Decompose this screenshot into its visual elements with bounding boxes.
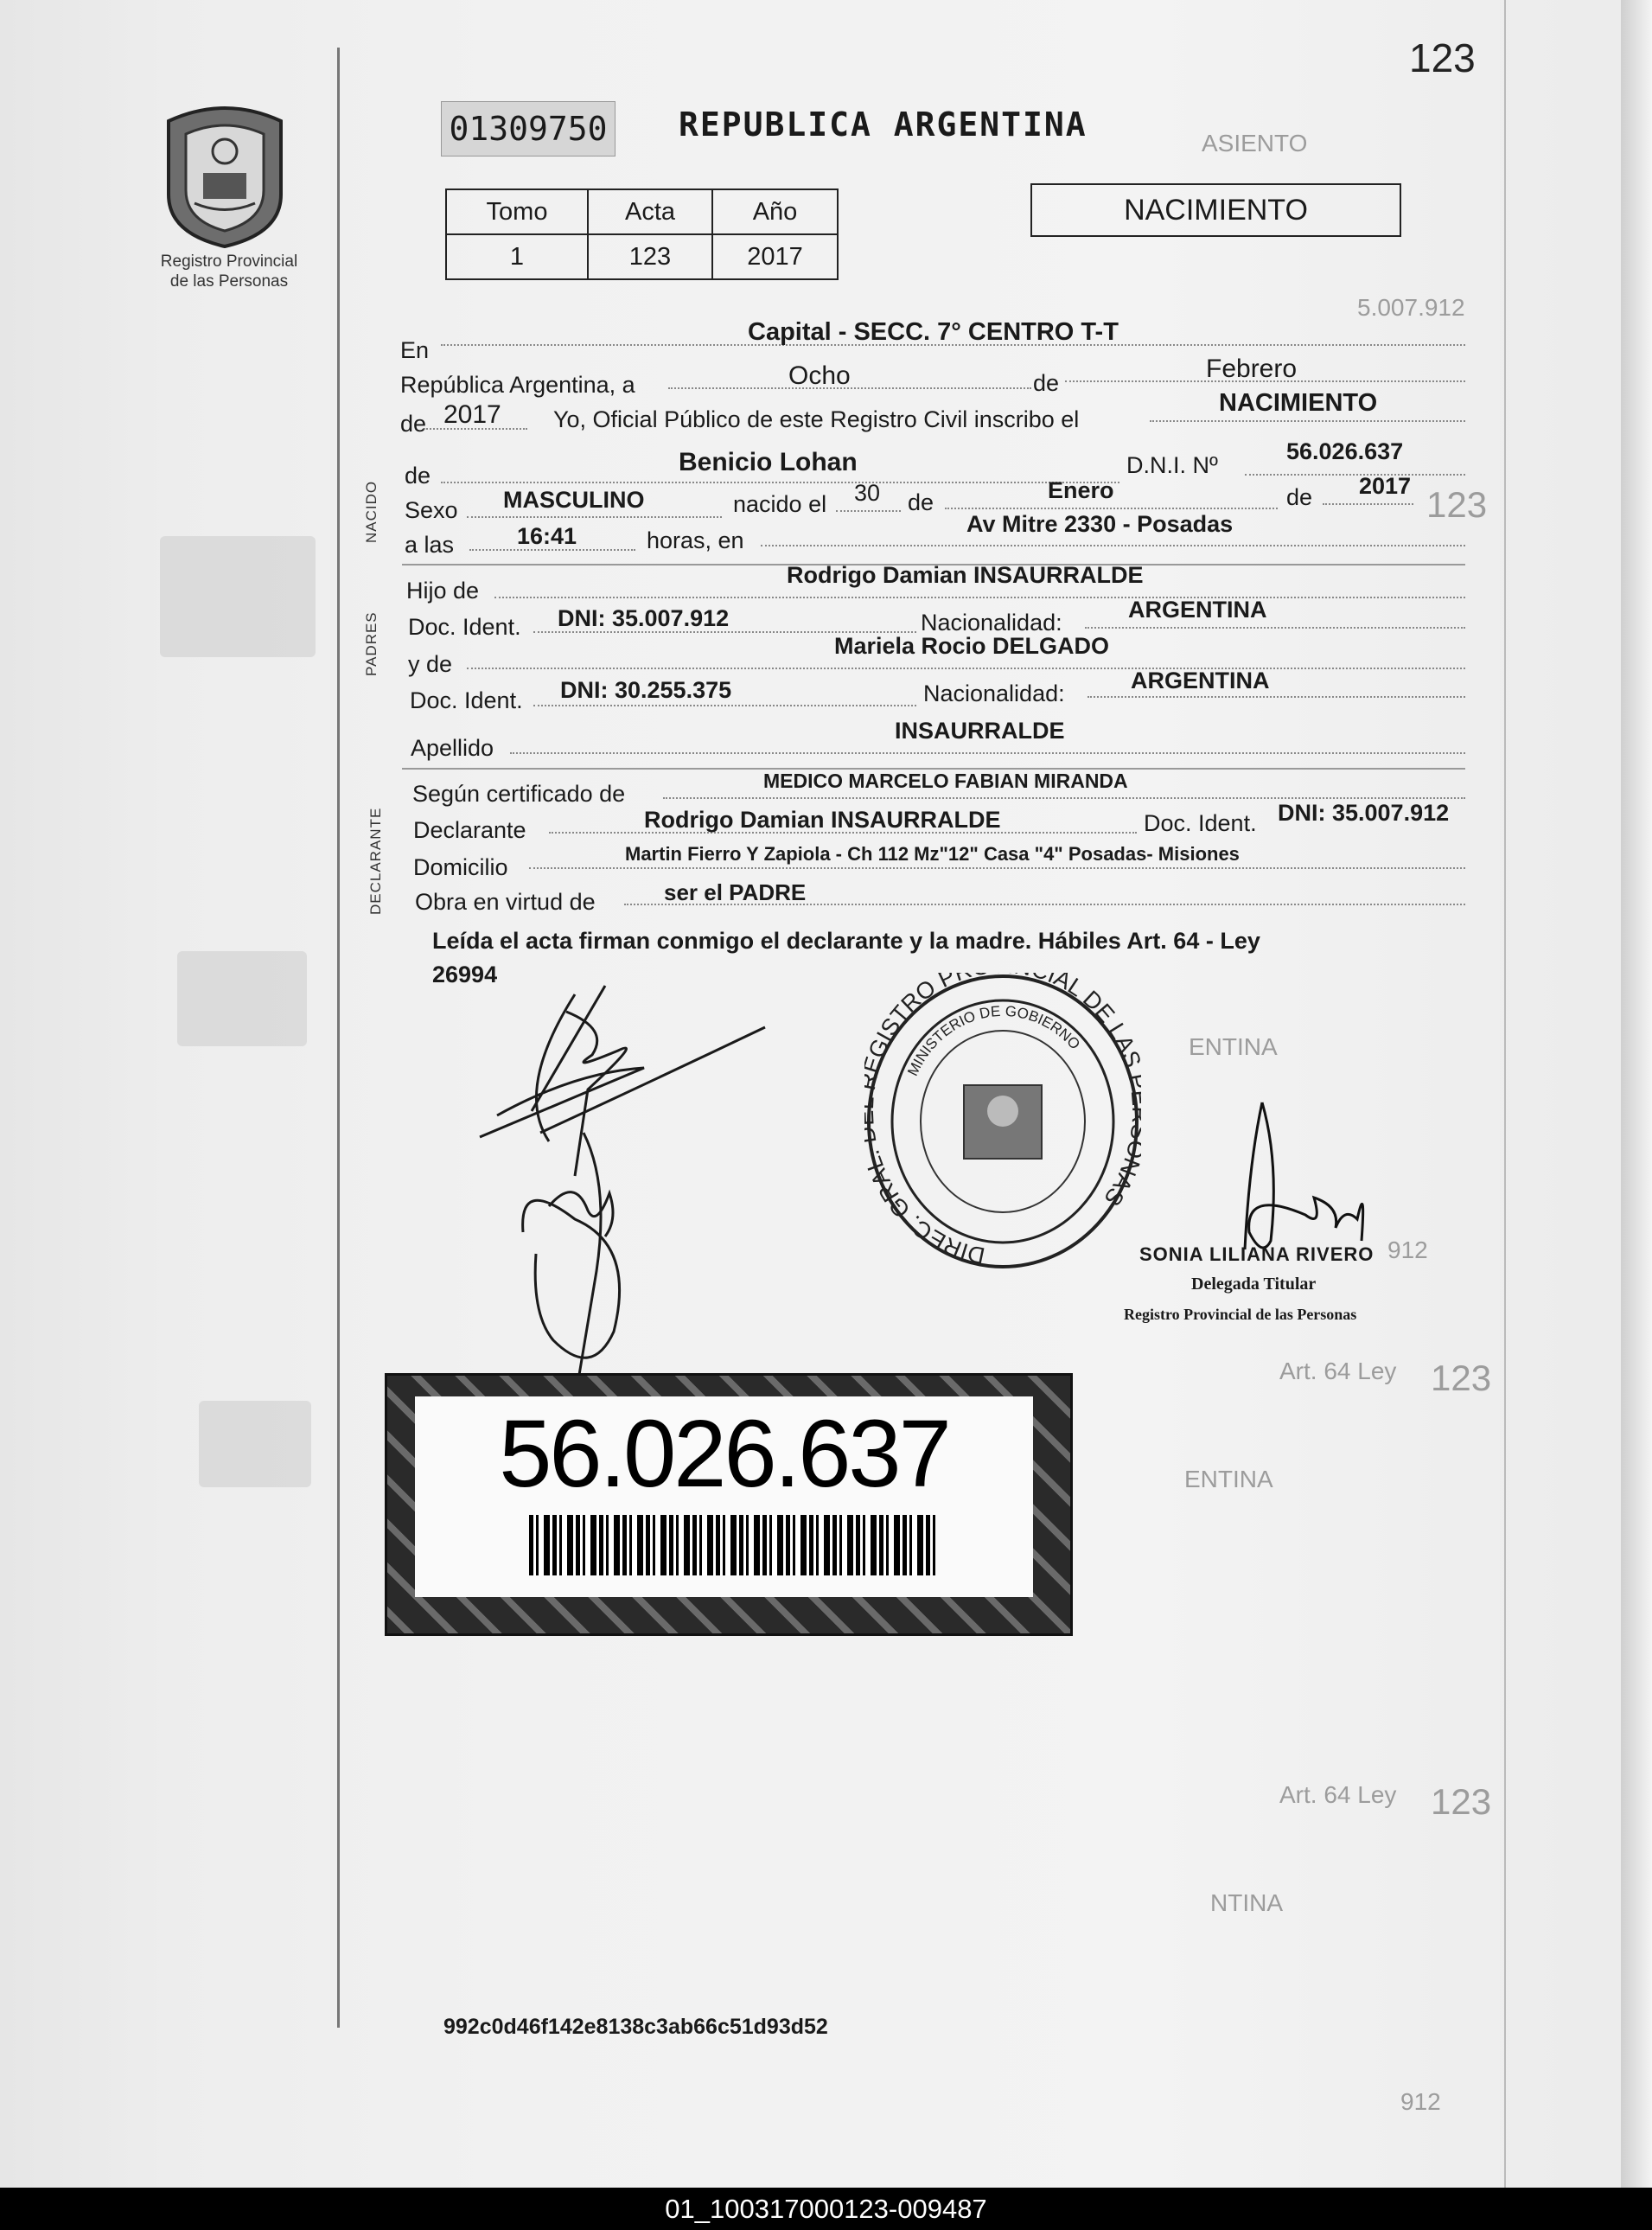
footer-document-id: 01_100317000123-009487	[0, 2188, 1652, 2230]
mother-doc-value: DNI: 30.255.375	[560, 677, 732, 703]
record-type-box: NACIMIENTO	[1030, 183, 1401, 237]
closing-text-line2: 26994	[432, 962, 498, 987]
bleed-through-mark	[177, 951, 307, 1046]
barcode	[529, 1515, 935, 1575]
sticker-number: 56.026.637	[499, 1401, 949, 1507]
bleed-through-seal	[160, 536, 316, 657]
birth-month-value: Enero	[1048, 477, 1114, 503]
bleed-through-text: 912	[1400, 2088, 1441, 2115]
nacido-el-label: nacido el	[733, 491, 827, 517]
table-header-tomo: Tomo	[446, 189, 588, 234]
form-line	[467, 516, 722, 518]
form-line	[529, 867, 1465, 869]
page-number: 123	[1409, 35, 1476, 80]
doc-ident-label-3: Doc. Ident.	[1144, 810, 1257, 836]
form-line	[494, 597, 1465, 598]
form-line	[663, 797, 1465, 799]
certificado-label: Según certificado de	[412, 781, 626, 807]
table-value-acta: 123	[588, 234, 712, 279]
bleed-through-text: Art. 64 Ley	[1279, 1781, 1397, 1808]
form-line	[761, 545, 1465, 546]
nacionalidad-label: Nacionalidad:	[921, 610, 1062, 636]
record-table-header-row	[446, 189, 838, 234]
declarante-value: Rodrigo Damian INSAURRALDE	[644, 807, 1001, 833]
a-las-label: a las	[405, 532, 455, 558]
form-line	[1085, 627, 1465, 629]
birth-year-value: 2017	[1359, 473, 1412, 499]
en-label: En	[400, 337, 430, 363]
apellido-value: INSAURRALDE	[895, 718, 1065, 744]
dni-label: D.N.I. Nº	[1126, 452, 1218, 478]
form-line	[1088, 696, 1465, 698]
table-header-ano: Año	[712, 189, 838, 234]
page-edge-shadow	[1621, 0, 1652, 2188]
left-margin-line	[337, 48, 340, 2028]
inscribo-value: NACIMIENTO	[1219, 389, 1378, 417]
bleed-through-text: ENTINA	[1189, 1033, 1278, 1060]
record-table-value-row	[446, 234, 838, 279]
doc-ident-label: Doc. Ident.	[408, 614, 521, 640]
country-heading: REPUBLICA ARGENTINA	[679, 105, 1088, 144]
padres-section-label: PADRES	[363, 611, 380, 676]
bleed-through-text: 123	[1431, 1781, 1492, 1822]
registry-stamp	[864, 973, 1141, 1271]
table-value-ano: 2017	[712, 234, 838, 279]
logo-caption	[130, 252, 328, 291]
stamp-ring-text: DIREC. GRA GISTRO P IAL DE LA AS	[864, 973, 1140, 1269]
official-title: Delegada Titular	[1191, 1275, 1317, 1294]
en-value: Capital - SECC. 7° CENTRO T-T	[748, 318, 1119, 346]
official-name: SONIA LILIANA RIVERO	[1139, 1243, 1375, 1265]
de-label-4: de	[1286, 484, 1313, 510]
record-table	[445, 188, 839, 280]
horas-label: horas, en	[647, 527, 744, 553]
de-label-3: de	[908, 489, 934, 515]
year-value: 2017	[443, 400, 501, 429]
logo-caption-line2: de las Personas	[169, 272, 289, 291]
de-name-label: de	[405, 463, 431, 489]
form-line	[1245, 474, 1465, 476]
table-header-acta: Acta	[588, 189, 712, 234]
province-crest-logo	[151, 99, 298, 251]
doc-ident-label-2: Doc. Ident.	[410, 687, 523, 713]
oficial-text: Yo, Oficial Público de este Registro Civil inscribo el	[553, 406, 1080, 432]
form-line	[533, 705, 916, 706]
hijo-label: Hijo de	[406, 578, 480, 604]
sexo-label: Sexo	[405, 497, 458, 523]
declarant-signatures	[437, 960, 782, 1392]
bleed-through-text: 123	[1431, 1358, 1492, 1398]
form-line	[945, 508, 1278, 509]
form-line	[510, 752, 1465, 754]
bleed-through-text: 912	[1387, 1236, 1428, 1263]
father-name-value: Rodrigo Damian INSAURRALDE	[787, 562, 1144, 588]
bleed-through-text: 123	[1426, 484, 1488, 525]
right-margin-line	[1504, 0, 1506, 2188]
day-value: Ocho	[788, 361, 851, 390]
mother-nationality-value: ARGENTINA	[1131, 668, 1270, 693]
form-line	[1323, 503, 1413, 505]
serial-number: 01309750	[441, 101, 616, 157]
name-value: Benicio Lohan	[679, 448, 858, 476]
de-label-2: de	[400, 411, 427, 437]
y-de-label: y de	[408, 651, 453, 677]
sexo-value: MASCULINO	[503, 487, 645, 513]
certificado-value: MEDICO MARCELO FABIAN MIRANDA	[763, 770, 1128, 792]
closing-text-line1: Leída el acta firman conmigo el declarante y la madre. Hábiles Art. 64 - Ley	[432, 928, 1260, 954]
bleed-through-text: NTINA	[1210, 1889, 1283, 1916]
declarante-label: Declarante	[413, 817, 526, 843]
bleed-through-text: Art. 64 Ley	[1279, 1358, 1397, 1384]
official-office: Registro Provincial de las Personas	[1124, 1306, 1357, 1323]
declarante-section-label: DECLARANTE	[367, 807, 384, 915]
father-nationality-value: ARGENTINA	[1128, 597, 1267, 623]
apellido-label: Apellido	[411, 735, 494, 761]
nacionalidad-label-2: Nacionalidad:	[923, 681, 1065, 706]
obra-value: ser el PADRE	[664, 879, 807, 905]
father-doc-value: DNI: 35.007.912	[558, 605, 730, 631]
birth-place-value: Av Mitre 2330 - Posadas	[966, 511, 1234, 537]
declarante-doc-value: DNI: 35.007.912	[1278, 800, 1450, 826]
domicilio-label: Domicilio	[413, 854, 508, 880]
form-line	[836, 510, 901, 512]
nacido-section-label: NACIDO	[363, 480, 380, 543]
bleed-through-text: ENTINA	[1184, 1466, 1273, 1492]
logo-caption-line1: Registro Provincial	[160, 252, 298, 271]
stamp-inner-text: MINISTERIO DE GOBIERNO	[904, 1002, 1084, 1079]
de-label: de	[1033, 370, 1060, 396]
republica-label: República Argentina, a	[400, 372, 635, 398]
bleed-through-text: 5.007.912	[1357, 294, 1465, 321]
form-line	[1150, 420, 1465, 422]
bleed-through-mark	[199, 1401, 311, 1487]
birth-time-value: 16:41	[517, 523, 577, 549]
obra-label: Obra en virtud de	[415, 889, 596, 915]
form-line	[441, 482, 1119, 483]
table-value-tomo: 1	[446, 234, 588, 279]
month-value: Febrero	[1206, 355, 1298, 383]
document-hash: 992c0d46f142e8138c3ab66c51d93d52	[443, 2015, 828, 2039]
domicilio-value: Martin Fierro Y Zapiola - Ch 112 Mz"12" Casa "4" Posadas- Misiones	[625, 843, 1240, 865]
dni-value: 56.026.637	[1286, 438, 1404, 464]
mother-name-value: Mariela Rocio DELGADO	[834, 633, 1110, 659]
form-line	[467, 668, 1465, 669]
birth-day-value: 30	[854, 480, 881, 506]
bleed-through-text: ASIENTO	[1202, 130, 1308, 157]
